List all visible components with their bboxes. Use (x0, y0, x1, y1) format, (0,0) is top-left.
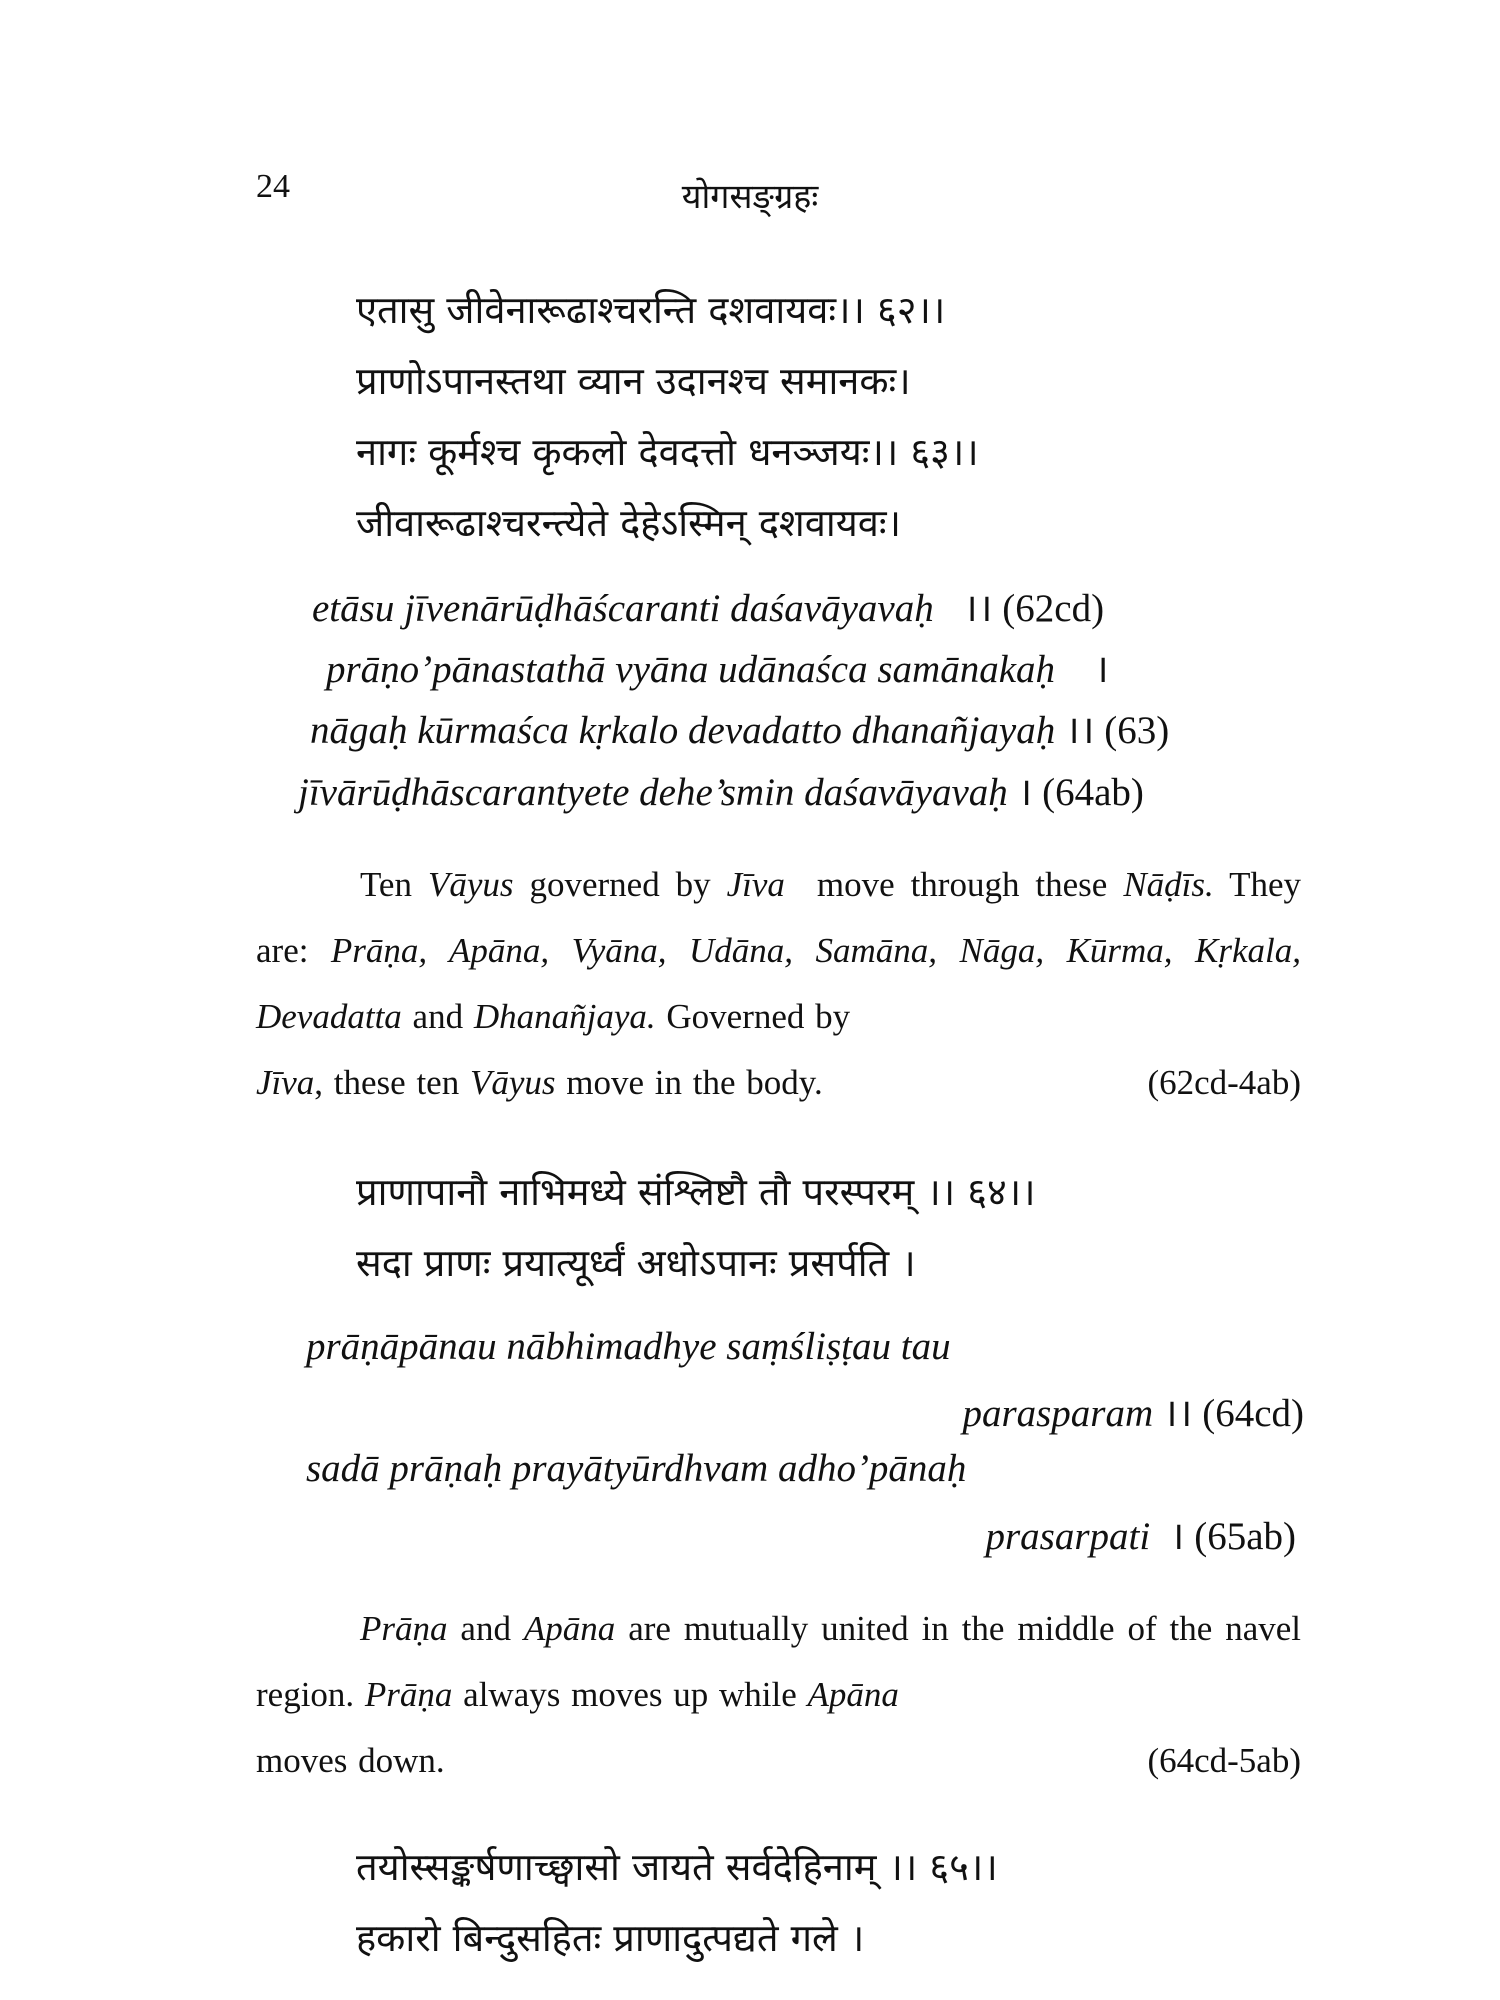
paragraph-reference: (62cd-4ab) (1147, 1063, 1301, 1102)
translation-paragraph: Prāṇa and Apāna are mutually united in the middle of the navel region. Prāṇa always moves up while Apāna moves down. (64cd-5ab) (256, 1596, 1301, 1794)
verse-devanagari-line: सदा प्राणः प्रयात्यूर्ध्वं अधोऽपानः प्रसर्पति । (356, 1241, 916, 1285)
verse-transliteration-line: prasarpati । (65ab) (985, 1515, 1296, 1558)
verse-devanagari-line: एतासु जीवेनारूढाश्चरन्ति दशवायवः।। ६२।। (356, 288, 946, 332)
verse-reference: । (65ab) (1169, 1515, 1296, 1558)
verse-reference: ।। (62cd) (962, 587, 1105, 630)
verse-reference: । (64ab) (1017, 771, 1144, 814)
verse-transliteration-line: nāgaḥ kūrmaśca kṛkalo devadatto dhanañjayaḥ ।। (63) (310, 709, 1170, 752)
verse-transliteration-line: etāsu jīvenārūḍhāścaranti daśavāyavaḥ ।। (62cd) (312, 587, 1105, 630)
verse-transliteration-line: prāṇo’pānastathā vyāna udānaśca samānakaḥ । (326, 648, 1109, 691)
verse-reference: ।। (63) (1064, 709, 1170, 752)
verse-devanagari-line: प्राणापानौ नाभिमध्ये संश्लिष्टौ तौ परस्परम् ।। ६४।। (356, 1170, 1036, 1214)
verse-devanagari-line: प्राणोऽपानस्तथा व्यान उदानश्च समानकः। (356, 359, 911, 403)
verse-transliteration-line: sadā prāṇaḥ prayātyūrdhvam adho’pānaḥ (306, 1447, 967, 1490)
page-number: 24 (256, 168, 290, 205)
verse-reference: ।। (64cd) (1162, 1392, 1304, 1435)
translation-paragraph: Ten Vāyus governed by Jīva move through these Nāḍīs. They are: Prāṇa, Apāna, Vyāna, Udāna, Samāna, Nāga, Kūrma, Kṛkala, Devadatta and Dhanañjaya. Governed by Jīva, these ten Vāyus move in the body. (62cd-4ab) (256, 852, 1301, 1116)
verse-reference: । (1094, 648, 1109, 691)
verse-devanagari-line: हकारो बिन्दुसहितः प्राणादुत्पद्यते गले । (356, 1916, 865, 1960)
verse-devanagari-line: तयोस्सङ्कर्षणाच्छ्वासो जायते सर्वदेहिनाम् ।। ६५।। (356, 1845, 998, 1889)
paragraph-reference: (64cd-5ab) (1147, 1741, 1301, 1780)
verse-transliteration-line: parasparam ।। (64cd) (962, 1392, 1304, 1435)
verse-transliteration-line: prāṇāpānau nābhimadhye saṃśliṣṭau tau (306, 1325, 951, 1368)
verse-devanagari-line: नागः कूर्मश्च कृकलो देवदत्तो धनञ्जयः।। ६३।। (356, 430, 979, 474)
verse-devanagari-line: जीवारूढाश्चरन्त्येते देहेऽस्मिन् दशवायवः। (356, 501, 901, 545)
running-title: योगसङ्ग्रहः (681, 177, 819, 217)
verse-transliteration-line: jīvārūḍhāscarantyete dehe’smin daśavāyavaḥ । (64ab) (298, 771, 1144, 814)
